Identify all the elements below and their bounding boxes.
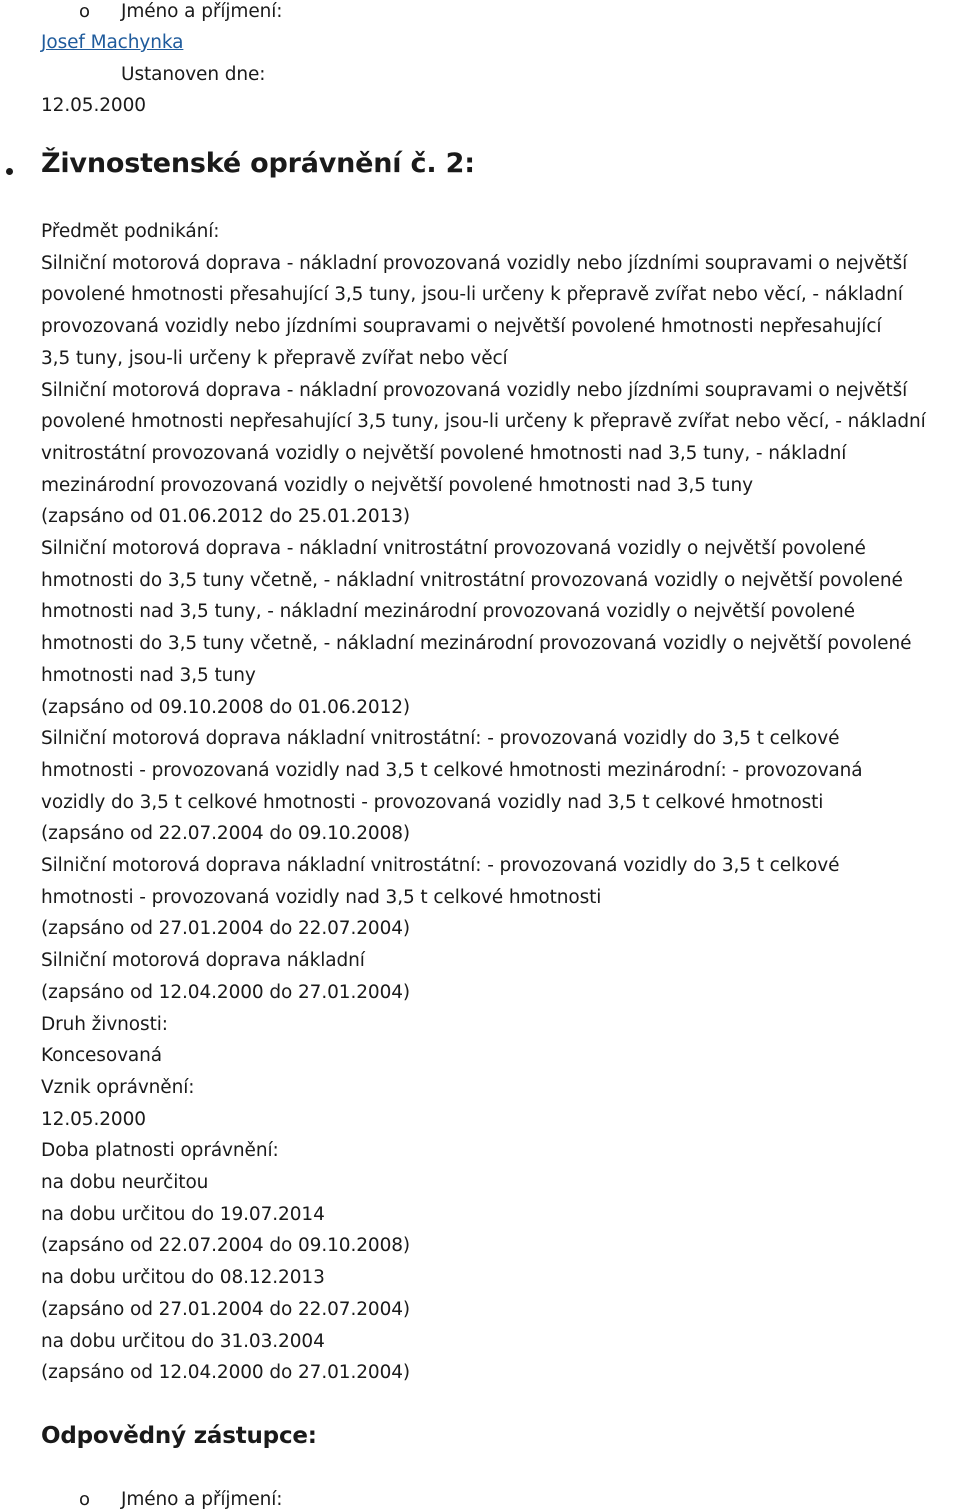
license-text-line: Předmět podnikání: bbox=[41, 221, 220, 242]
person-name-text[interactable]: Josef Machynka bbox=[41, 32, 184, 53]
license-text-line: Doba platnosti oprávnění: bbox=[41, 1140, 279, 1161]
license-text-line: Druh živnosti: bbox=[41, 1014, 168, 1035]
license-text-line: 3,5 tuny, jsou-li určeny k přepravě zvířat nebo věcí bbox=[41, 348, 508, 369]
license-text-line: (zapsáno od 12.04.2000 do 27.01.2004) bbox=[41, 1362, 411, 1383]
license-text-line: provozovaná vozidly nebo jízdními soupravami o největší povolené hmotnosti nepřesahující bbox=[41, 316, 882, 337]
license-text-line: Silniční motorová doprava nákladní vnitrostátní: - provozovaná vozidly do 3,5 t celkové bbox=[41, 728, 840, 749]
representative-heading: Odpovědný zástupce: bbox=[41, 1423, 317, 1449]
license-text-line: hmotnosti nad 3,5 tuny bbox=[41, 665, 256, 686]
license-text-line: (zapsáno od 22.07.2004 do 09.10.2008) bbox=[41, 1235, 411, 1256]
license-text-line: Silniční motorová doprava nákladní vnitrostátní: - provozovaná vozidly do 3,5 t celkové bbox=[41, 855, 840, 876]
license-text-line: (zapsáno od 27.01.2004 do 22.07.2004) bbox=[41, 918, 411, 939]
list-bullet-dot bbox=[6, 168, 13, 175]
license-text-line: na dobu určitou do 08.12.2013 bbox=[41, 1267, 325, 1288]
representative-name-label: Jméno a příjmení: bbox=[121, 1489, 283, 1510]
license-text-line: na dobu určitou do 31.03.2004 bbox=[41, 1331, 325, 1352]
established-label: Ustanoven dne: bbox=[121, 64, 266, 85]
license-text-line: Silniční motorová doprava nákladní bbox=[41, 950, 365, 971]
license-text-line: Silniční motorová doprava - nákladní vnitrostátní provozovaná vozidly o největší povolené bbox=[41, 538, 866, 559]
license-text-line: hmotnosti - provozovaná vozidly nad 3,5 t celkové hmotnosti bbox=[41, 887, 602, 908]
license-text-line: hmotnosti - provozovaná vozidly nad 3,5 t celkové hmotnosti mezinárodní: - provozovaná bbox=[41, 760, 863, 781]
license-text-line: povolené hmotnosti přesahující 3,5 tuny, jsou-li určeny k přepravě zvířat nebo věcí, - nákladní bbox=[41, 284, 903, 305]
license-text-line: (zapsáno od 27.01.2004 do 22.07.2004) bbox=[41, 1299, 411, 1320]
license-text-line: Vznik oprávnění: bbox=[41, 1077, 195, 1098]
license-text-line: (zapsáno od 22.07.2004 do 09.10.2008) bbox=[41, 823, 411, 844]
license-text-line: hmotnosti nad 3,5 tuny, - nákladní mezinárodní provozovaná vozidly o největší povolené bbox=[41, 601, 855, 622]
license-text-line: na dobu určitou do 19.07.2014 bbox=[41, 1204, 325, 1225]
license-text-line: 12.05.2000 bbox=[41, 1109, 146, 1130]
license-text-line: hmotnosti do 3,5 tuny včetně, - nákladní mezinárodní provozovaná vozidly o největší povolené bbox=[41, 633, 912, 654]
license-heading: Živnostenské oprávnění č. 2: bbox=[41, 148, 475, 179]
license-text-line: vozidly do 3,5 t celkové hmotnosti - provozovaná vozidly nad 3,5 t celkové hmotnosti bbox=[41, 792, 824, 813]
license-text-line: Silniční motorová doprava - nákladní provozovaná vozidly nebo jízdními soupravami o největší bbox=[41, 380, 908, 401]
license-text-line: povolené hmotnosti nepřesahující 3,5 tuny, jsou-li určeny k přepravě zvířat nebo věcí, - nákladní bbox=[41, 411, 926, 432]
list-bullet-circle: o bbox=[79, 1489, 91, 1510]
name-label: Jméno a příjmení: bbox=[121, 1, 283, 22]
license-text-line: Koncesovaná bbox=[41, 1045, 163, 1066]
license-text-line: vnitrostátní provozovaná vozidly o největší povolené hmotnosti nad 3,5 tuny, - nákladní bbox=[41, 443, 847, 464]
license-text-line: (zapsáno od 09.10.2008 do 01.06.2012) bbox=[41, 697, 411, 718]
established-value: 12.05.2000 bbox=[41, 95, 146, 116]
license-text-line: hmotnosti do 3,5 tuny včetně, - nákladní vnitrostátní provozovaná vozidly o největší povolené bbox=[41, 570, 903, 591]
license-text-line: Silniční motorová doprava - nákladní provozovaná vozidly nebo jízdními soupravami o největší bbox=[41, 253, 908, 274]
license-text-line: (zapsáno od 01.06.2012 do 25.01.2013) bbox=[41, 506, 411, 527]
license-text-line: na dobu neurčitou bbox=[41, 1172, 209, 1193]
person-name-link[interactable] bbox=[41, 31, 183, 55]
license-text-line: mezinárodní provozovaná vozidly o největší povolené hmotnosti nad 3,5 tuny bbox=[41, 475, 753, 496]
list-bullet-circle: o bbox=[79, 1, 91, 22]
license-text-line: (zapsáno od 12.04.2000 do 27.01.2004) bbox=[41, 982, 411, 1003]
